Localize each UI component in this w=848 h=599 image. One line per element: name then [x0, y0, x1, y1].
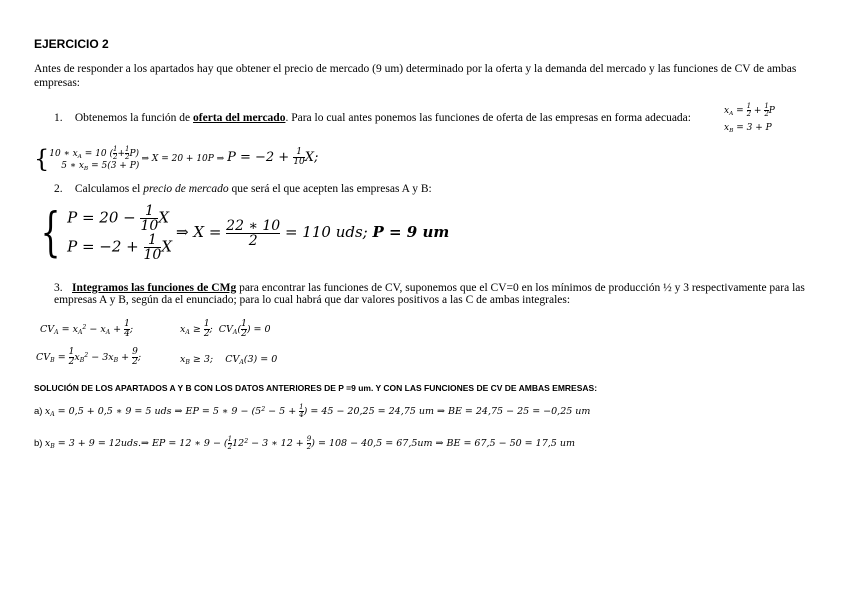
item-text-after: para encontrar las funciones de CV, suponemos que el CV=0 en los mínimos de producción ½ y 3 respectivamente para las empresas A y B, según da el enunciado; para lo cual habrá que dar valores positivos a las C de ambas integrales:	[54, 282, 805, 306]
intro-paragraph: Antes de responder a los apartados hay que obtener el precio de mercado (9 um) determinado por la oferta y la demanda del mercado y las funciones de CV de ambas empresas:	[34, 63, 797, 89]
solution-heading: SOLUCIÓN DE LOS APARTADOS A Y B CON LOS DATOS ANTERIORES DE P =9 um. Y CON LAS FUNCIONES DE CV DE AMBAS EMRESAS:	[34, 383, 598, 393]
equation-cvb-cond: $x_B \ge 3$; $CV_A(3) = 0$	[180, 354, 278, 367]
price-system-table: { P = 20 − $\frac{1}{10}$ X P = −2 + $\frac{1}{10}$ X	[40, 203, 173, 263]
item-number: 2.	[54, 183, 63, 195]
item-number: 1.	[54, 112, 63, 124]
equation-cva: $CV_A = x_A^2 - x_A$ + $\frac{1}{4}$ ;	[40, 319, 134, 339]
system-1-table: { 10 ∗ $x_A = 10$ ( $\frac{1}{2}$ + $\frac{1}{2}$ P) 5 ∗ $x_B = 5(3 + P)$	[34, 145, 140, 174]
equation-cva-cond: $x_A$ ≥ $\frac{1}{2}$ ; $CV_A$( $\frac{1}{2}$ ) = 0	[180, 319, 271, 339]
item-text-before: Obtenemos la función de	[74, 112, 194, 124]
item-highlight: precio de mercado	[143, 183, 229, 195]
system-1: { 10 ∗ $x_A = 10$ ( $\frac{1}{2}$ + $\frac{1}{2}$ P) 5 ∗ $x_B = 5(3 + P)$ ⇒ X = 20 + 10P ⇒ P = −2 + $\frac{1}{10}$ X;	[34, 145, 319, 174]
item-text-before: Calculamos el	[74, 183, 144, 195]
item-text-after: . Para lo cual antes ponemos las funciones de oferta de las empresas en forma adecuada:	[285, 112, 691, 124]
list-item-1	[54, 112, 691, 124]
solution-b: b) $x_B = 3 + 9$ = 12uds.⇒ EP = 12 ∗ 9 − ( $\frac{1}{2}$ $12^2 - 3$ ∗ 12 + $\frac{9}{2}$ ) = 108 − 40,5 = 67,5um ⇒ BE = 67,5 − 50 = 17,5 um	[34, 435, 575, 451]
list-item-3	[54, 282, 814, 306]
item-highlight: Integramos las funciones de CMg	[72, 282, 237, 294]
equation-xa-supply: $x_A$ = $\frac{1}{2}$ + $\frac{1}{2}$ P	[724, 102, 775, 118]
solution-a: a) $x_A = 0,5 + 0,5$ ∗ 9 = 5 uds ⇒ EP = 5 ∗ $9 - (5^2 - 5$ + $\frac{1}{4}$ ) = 45 − 20,25 = 24,75 um ⇒ BE = 24,75 − 25 = −0,25 um	[34, 403, 591, 419]
item-text-after: que será el que acepten las empresas A y B:	[228, 183, 432, 195]
equation-cvb: $CV_B$ = $\frac{1}{2}$ $x_B^2 - 3x_B$ + $\frac{9}{2}$ ;	[36, 347, 142, 367]
solution-label: a)	[34, 406, 43, 417]
solution-label: b)	[34, 438, 43, 449]
item-highlight: oferta del mercado	[193, 112, 286, 124]
list-item-2	[54, 183, 432, 195]
equation-xb-supply: $x_B = 3 + P$	[724, 123, 772, 135]
price-system: { P = 20 − $\frac{1}{10}$ X P = −2 + $\frac{1}{10}$ X ⇒ X = $\frac{22 ∗ 10}{2}$ = 110 uds; P = 9 um	[34, 204, 449, 262]
exercise-title: EJERCICIO 2	[34, 37, 109, 51]
item-number: 3.	[54, 282, 63, 294]
